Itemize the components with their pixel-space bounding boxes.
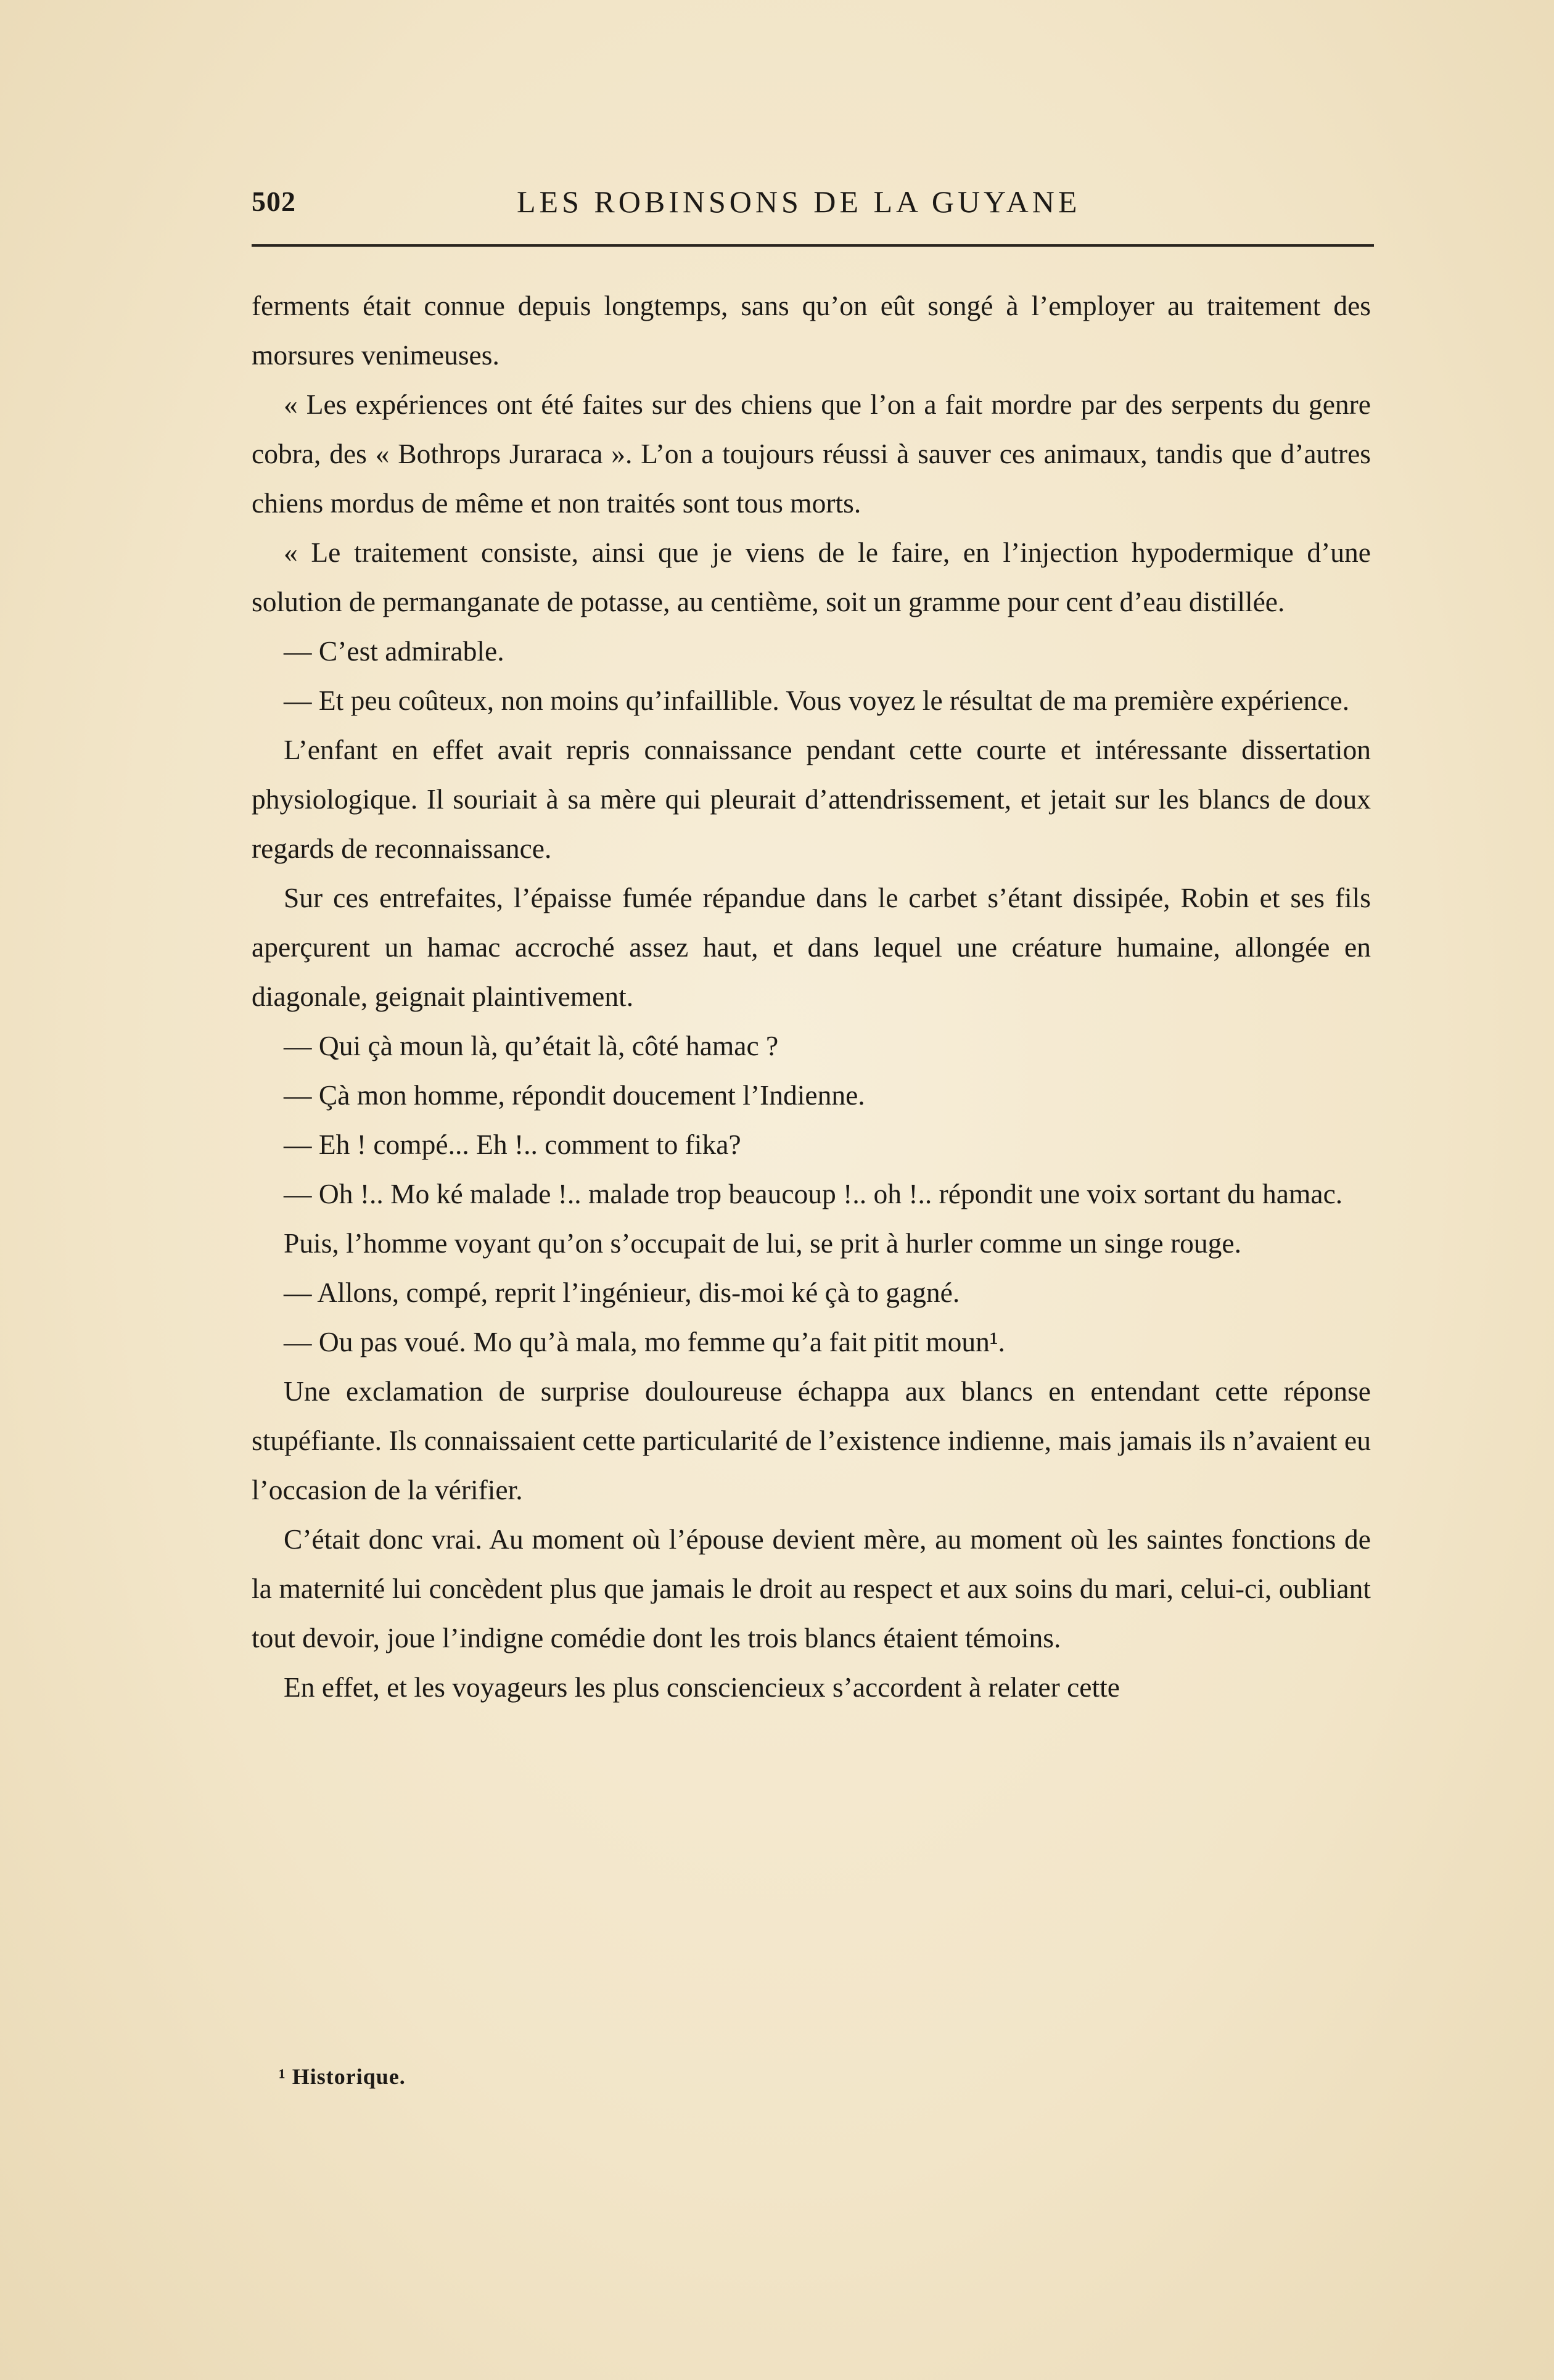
paragraph: — Allons, compé, reprit l’ingénieur, dis-moi ké çà to gagné. [284,1277,960,1308]
body-text [252,281,1371,1712]
paragraph: ferments était connue depuis longtemps, sans qu’on eût songé à l’employer au traitement des morsures venimeuses. [252,290,1371,371]
paragraph: — Eh ! compé... Eh !.. comment to fika? [284,1129,741,1160]
paragraph: — Çà mon homme, répondit doucement l’Indienne. [284,1079,865,1111]
paragraph: En effet, et les voyageurs les plus consciencieux s’accordent à relater cette [284,1671,1120,1703]
paragraph: Puis, l’homme voyant qu’on s’occupait de lui, se prit à hurler comme un singe rouge. [284,1227,1241,1259]
header-rule [252,244,1374,247]
paragraph: — Oh !.. Mo ké malade !.. malade trop beaucoup !.. oh !.. répondit une voix sortant du hamac. [284,1178,1343,1209]
paragraph: « Les expériences ont été faites sur des chiens que l’on a fait mordre par des serpents du genre cobra, des « Bothrops Juraraca ». L’on a toujours réussi à sauver ces animaux, tandis que d’autres chiens mordus de même et non traités sont tous morts. [252,389,1371,519]
paragraph: — Qui çà moun là, qu’était là, côté hamac ? [284,1030,779,1061]
page-header [252,179,1374,228]
paragraph: — Ou pas voué. Mo qu’à mala, mo femme qu’a fait pitit moun¹. [284,1326,1005,1357]
paragraph: — C’est admirable. [284,635,504,667]
footnote: ¹ Historique. [279,2064,406,2089]
paragraph: « Le traitement consiste, ainsi que je viens de le faire, en l’injection hypodermique d’une solution de permanganate de potasse, au centième, soit un gramme pour cent d’eau distillée. [252,537,1371,617]
paragraph: L’enfant en effet avait repris connaissance pendant cette courte et intéressante dissertation physiologique. Il souriait à sa mère qui pleurait d’attendrissement, et jetait sur les blancs de doux regards de reconnaissance. [252,734,1371,864]
paragraph: C’était donc vrai. Au moment où l’épouse devient mère, au moment où les saintes fonctions de la maternité lui concèdent plus que jamais le droit au respect et aux soins du mari, celui-ci, oubliant tout devoir, joue l’indigne comédie dont les trois blancs étaient témoins. [252,1523,1371,1653]
paragraph: — Et peu coûteux, non moins qu’infaillible. Vous voyez le résultat de ma première expérience. [284,685,1350,716]
page-number: 502 [252,186,296,217]
paragraph: Sur ces entrefaites, l’épaisse fumée répandue dans le carbet s’étant dissipée, Robin et ses fils aperçurent un hamac accroché assez haut, et dans lequel une créature humaine, allongée en diagonale, geignait plaintivement. [252,882,1371,1012]
running-title: LES ROBINSONS DE LA GUYANE [517,184,1081,219]
paragraph: Une exclamation de surprise douloureuse échappa aux blancs en entendant cette réponse stupéfiante. Ils connaissaient cette particularité de l’existence indienne, mais jamais ils n’avaient eu l’occasion de la vérifier. [252,1375,1371,1505]
